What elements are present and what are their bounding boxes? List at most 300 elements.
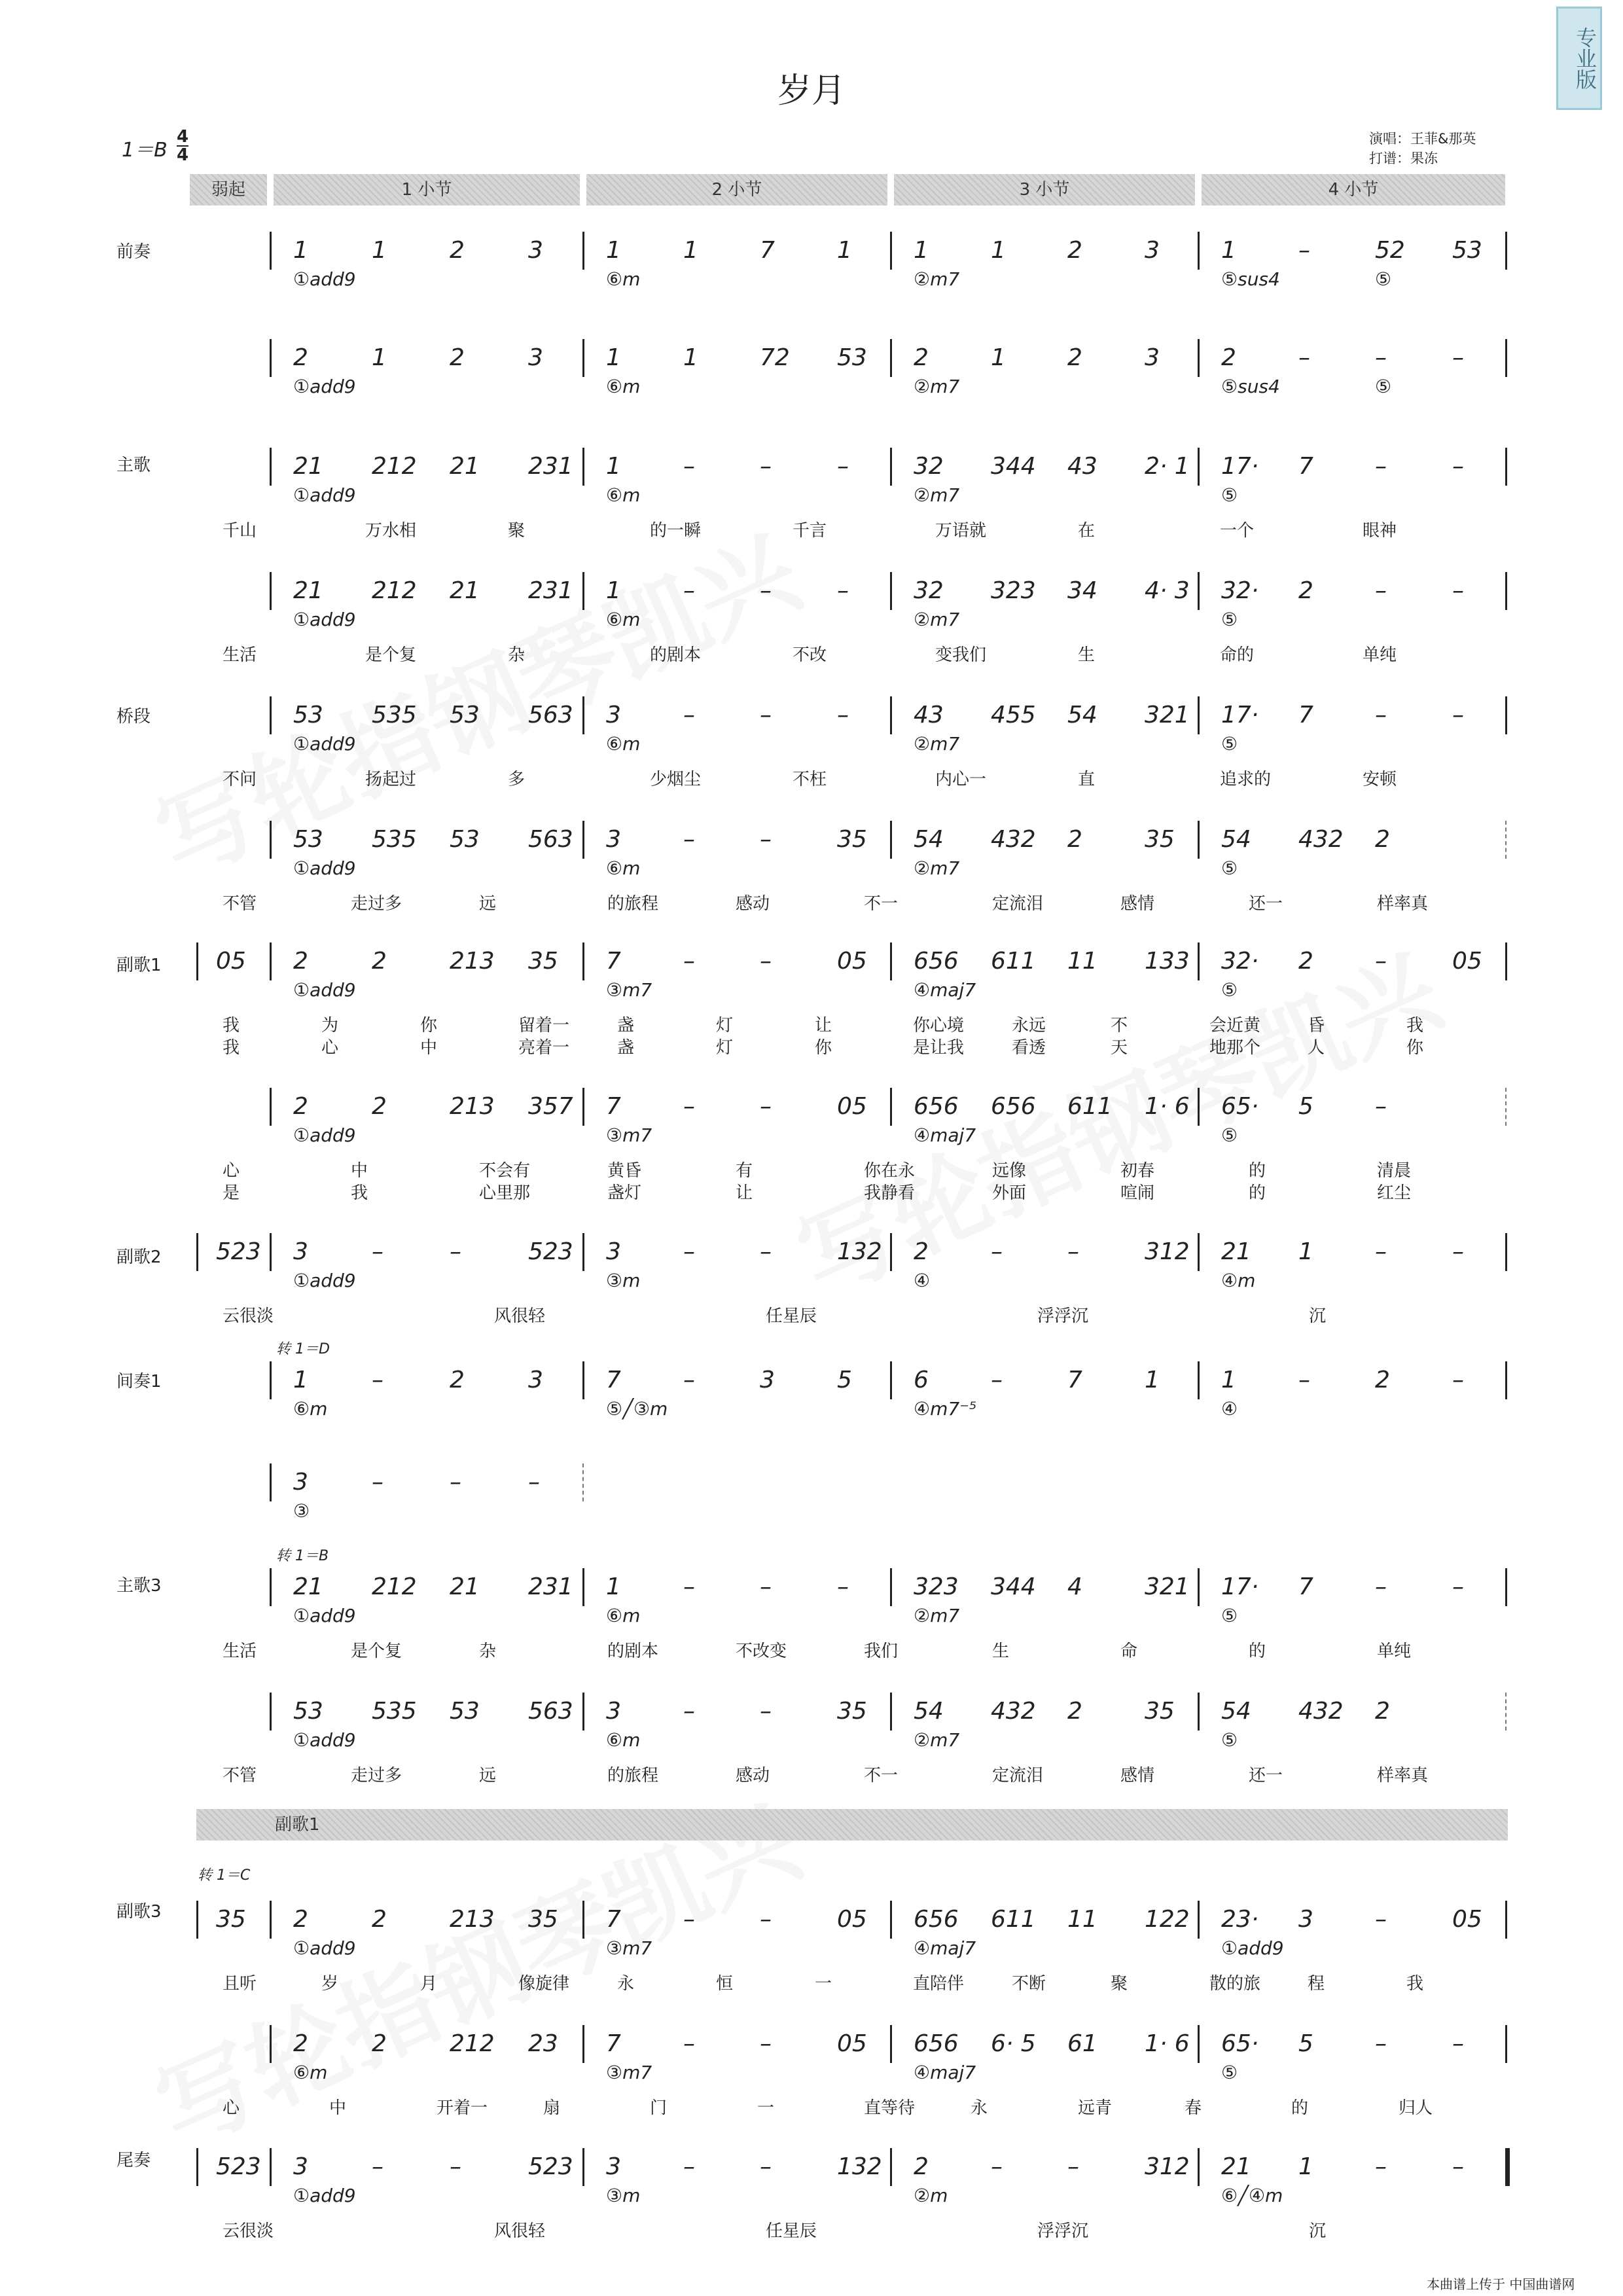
modulation-c: 转 1＝C: [198, 1867, 251, 1884]
lyric: 的剧本: [607, 1641, 659, 1661]
note: 53: [450, 1698, 480, 1725]
lyric: 远: [479, 894, 497, 914]
lyric: 单纯: [1377, 1641, 1412, 1661]
barline: [582, 1463, 584, 1501]
note: 213: [450, 1093, 495, 1120]
note: 323: [991, 577, 1036, 604]
barline: [1198, 1568, 1200, 1606]
score-system: [0, 821, 1623, 914]
lyric: 样率真: [1377, 1766, 1429, 1785]
chord-label: ①add9: [293, 1270, 356, 1291]
lyric: 杂: [508, 645, 526, 665]
barline: [1505, 821, 1507, 859]
note: 132: [837, 1238, 882, 1265]
note: 132: [837, 2153, 882, 2180]
note: 53: [293, 702, 323, 728]
note: –: [683, 948, 695, 975]
barline: [1505, 2148, 1510, 2186]
section-chorus-2: 副歌2: [116, 1247, 162, 1267]
note: 535: [372, 702, 417, 728]
barline: [1198, 572, 1200, 610]
barline: [1505, 1088, 1507, 1126]
barline: [582, 448, 584, 486]
barline: [890, 2025, 892, 2063]
note: 7: [606, 948, 621, 975]
barline: [890, 1361, 892, 1399]
note: 52: [1375, 237, 1405, 264]
chord-label: ①add9: [293, 857, 356, 879]
lyric: 感动: [736, 1766, 770, 1785]
section-intro: 前奏: [116, 242, 151, 262]
barline: [1198, 696, 1200, 734]
note: 656: [914, 948, 959, 975]
chord-label: ⑤: [1221, 1605, 1238, 1626]
barline: [890, 1901, 892, 1939]
lyric: 感情: [1120, 894, 1155, 914]
lyric: 不会有: [479, 1161, 531, 1181]
chord-label: ⑥m: [606, 268, 641, 290]
note: 17·: [1221, 1573, 1259, 1600]
note: –: [1067, 2153, 1079, 2180]
note: –: [450, 1238, 461, 1265]
lyric: 不管: [223, 894, 257, 914]
note: 1: [1298, 2153, 1313, 2180]
lyric: 不一: [864, 1766, 899, 1785]
note: 11: [1067, 948, 1097, 975]
chord-label: ①add9: [293, 268, 356, 290]
note: –: [1452, 2153, 1464, 2180]
chord-label: ②m7: [914, 268, 960, 290]
barline: [582, 1693, 584, 1731]
note: –: [1452, 577, 1464, 604]
lyric: 一: [815, 1974, 832, 1994]
meter-top: 4: [177, 127, 189, 147]
barline: [270, 339, 272, 377]
note: 357: [528, 1093, 573, 1120]
note: 2: [293, 1906, 308, 1933]
chord-label: ⑤: [1375, 268, 1392, 290]
note: –: [1375, 344, 1387, 371]
note: 21: [450, 577, 480, 604]
score-system: [0, 232, 1623, 290]
chord-label: ①add9: [293, 1729, 356, 1751]
note: 6: [914, 1367, 929, 1393]
note: –: [372, 1238, 383, 1265]
note: –: [528, 1469, 540, 1496]
note: 53: [450, 826, 480, 853]
chord-label: ⑥m: [606, 1605, 641, 1626]
note: 2· 1: [1145, 453, 1190, 480]
lyric: 生活: [223, 1641, 257, 1661]
note: 32·: [1221, 948, 1259, 975]
note: 35: [1145, 1698, 1175, 1725]
lyric: 杂: [479, 1641, 497, 1661]
lyric: 不断: [1012, 1974, 1046, 1994]
barline: [1505, 339, 1507, 377]
note: 3: [1298, 1906, 1313, 1933]
lyric: 风很轻: [494, 1306, 546, 1326]
barline: [270, 1693, 272, 1731]
note: 21: [450, 1573, 480, 1600]
barline: [890, 821, 892, 859]
lyric: 聚: [508, 521, 526, 541]
barline: [890, 572, 892, 610]
lyric: 清晨: [1377, 1161, 1412, 1181]
barline: [1505, 1361, 1507, 1399]
score-system: [0, 1463, 1623, 1522]
note: –: [760, 2030, 772, 2057]
lyric: 留着一: [518, 1016, 570, 1035]
score-system: [0, 2025, 1623, 2118]
lyric: 灯: [716, 1038, 734, 1058]
lyric: 命的: [1220, 645, 1255, 665]
barline: [582, 2148, 584, 2186]
note: –: [760, 2153, 772, 2180]
score-system: [0, 448, 1623, 541]
note: 2: [914, 2153, 929, 2180]
barline: [270, 1233, 272, 1271]
score-system: [0, 2148, 1623, 2241]
chord-label: ①add9: [293, 2185, 356, 2206]
section-chorus-3: 副歌3: [116, 1902, 162, 1922]
barline: [1505, 942, 1507, 980]
note: 3: [1145, 237, 1160, 264]
note: –: [683, 1906, 695, 1933]
note: 3: [293, 1238, 308, 1265]
note: 1: [991, 344, 1006, 371]
note: 344: [991, 1573, 1036, 1600]
note: 35: [837, 826, 867, 853]
lyric: 多: [508, 770, 526, 789]
note: 21: [293, 577, 323, 604]
note: 05: [837, 1906, 867, 1933]
barline: [270, 1901, 272, 1939]
barline: [196, 942, 198, 980]
note: 05: [1452, 948, 1482, 975]
note: 35: [1145, 826, 1175, 853]
note: 3: [606, 1698, 621, 1725]
note: 3: [606, 2153, 621, 2180]
lyric: 安顿: [1363, 770, 1397, 789]
note: 7: [1298, 453, 1313, 480]
note: –: [1375, 1238, 1387, 1265]
note: 2: [1375, 1367, 1390, 1393]
lyric: 灯: [716, 1016, 734, 1035]
barline: [270, 232, 272, 270]
chord-label: ③m: [606, 1270, 641, 1291]
lyric: 的一瞬: [650, 521, 702, 541]
barline: [890, 1693, 892, 1731]
chord-label: ③m7: [606, 1937, 652, 1959]
lyric: 恒: [716, 1974, 734, 1994]
note: 1: [991, 237, 1006, 264]
lyric: 浮浮沉: [1037, 2221, 1089, 2241]
chord-label: ⑥m: [606, 609, 641, 630]
lyric: 聚: [1111, 1974, 1128, 1994]
note: 321: [1145, 1573, 1190, 1600]
chord-label: ①add9: [293, 1937, 356, 1959]
chord-label: ②m7: [914, 733, 960, 755]
note: 2: [1067, 826, 1082, 853]
chord-label: ⑥m: [606, 376, 641, 397]
note: 35: [216, 1906, 246, 1933]
chord-label: ④maj7: [914, 1937, 976, 1959]
note: –: [837, 702, 849, 728]
note: –: [760, 453, 772, 480]
chord-label: ⑥m: [293, 1398, 328, 1420]
note: 213: [450, 948, 495, 975]
note: 7: [606, 1367, 621, 1393]
barline: [270, 1361, 272, 1399]
ruler-measure-2: 2 小节: [586, 174, 887, 206]
lyric: 直陪伴: [913, 1974, 965, 1994]
note: 7: [1298, 702, 1313, 728]
note: –: [1298, 344, 1310, 371]
lyric: 的剧本: [650, 645, 702, 665]
note: –: [1375, 1573, 1387, 1600]
barline: [196, 2148, 198, 2186]
note: 3: [293, 1469, 308, 1496]
note: 432: [1298, 826, 1344, 853]
note: 1· 6: [1145, 1093, 1190, 1120]
note: 1: [606, 453, 621, 480]
note: –: [1375, 702, 1387, 728]
note: 32·: [1221, 577, 1259, 604]
barline: [1505, 1901, 1507, 1939]
note: 1: [372, 237, 387, 264]
score-system: [0, 942, 1623, 1058]
note: 2: [1067, 1698, 1082, 1725]
lyric: 初春: [1120, 1161, 1155, 1181]
note: 7: [606, 1906, 621, 1933]
lyric: 远像: [992, 1161, 1027, 1181]
note: 563: [528, 1698, 573, 1725]
lyric: 让: [736, 1183, 753, 1203]
note: –: [760, 577, 772, 604]
note: –: [450, 1469, 461, 1496]
note: 3: [528, 237, 543, 264]
barline: [270, 1463, 272, 1501]
lyric: 不管: [223, 1766, 257, 1785]
note: 611: [991, 1906, 1036, 1933]
note: 2: [1067, 344, 1082, 371]
lyric: 你: [1406, 1038, 1424, 1058]
note: –: [1452, 453, 1464, 480]
barline: [270, 821, 272, 859]
note: 34: [1067, 577, 1097, 604]
score-system: [0, 1233, 1623, 1326]
lyric: 风很轻: [494, 2221, 546, 2241]
note: 21: [293, 1573, 323, 1600]
lyric: 是个复: [351, 1641, 402, 1661]
note: 2: [914, 344, 929, 371]
chord-label: ①add9: [293, 979, 356, 1001]
note: 23·: [1221, 1906, 1259, 1933]
chorus-repeat-banner: 副歌1: [196, 1809, 1508, 1840]
note: 1: [683, 237, 698, 264]
lyric: 有: [736, 1161, 753, 1181]
note: 11: [1067, 1906, 1097, 1933]
note: 2: [914, 1238, 929, 1265]
chord-label: ③m7: [606, 2062, 652, 2083]
singer-credit: 演唱：王菲&那英: [1369, 131, 1476, 147]
barline: [890, 339, 892, 377]
lyric: 像旋律: [518, 1974, 570, 1994]
lyric: 走过多: [351, 1766, 402, 1785]
chord-label: ⑤: [1221, 2062, 1238, 2083]
note: –: [1298, 1367, 1310, 1393]
chord-label: ①add9: [293, 1124, 356, 1146]
lyric: 生: [992, 1641, 1010, 1661]
meter-bottom: 4: [177, 145, 189, 165]
lyric: 散的旅: [1209, 1974, 1261, 1994]
lyric: 不问: [223, 770, 257, 789]
note: 32: [914, 453, 944, 480]
lyric: 不枉: [793, 770, 827, 789]
note: 1: [1221, 237, 1236, 264]
barline: [890, 2148, 892, 2186]
note: 7: [1298, 1573, 1313, 1600]
note: 53: [1452, 237, 1482, 264]
barline: [582, 1233, 584, 1271]
note: 21: [1221, 2153, 1251, 2180]
barline: [1198, 2025, 1200, 2063]
score-system: [0, 1361, 1623, 1420]
lyric: 远: [479, 1766, 497, 1785]
barline: [1505, 448, 1507, 486]
note: 1· 6: [1145, 2030, 1190, 2057]
barline: [582, 572, 584, 610]
note: 23: [528, 2030, 558, 2057]
note: –: [760, 948, 772, 975]
modulation-b: 转 1＝B: [276, 1548, 329, 1564]
footer-note: 本曲谱上传于 中国曲谱网: [1427, 2276, 1575, 2292]
note: 3: [606, 702, 621, 728]
lyric: 永远: [1012, 1016, 1046, 1035]
lyric: 万语就: [935, 521, 987, 541]
barline: [582, 1088, 584, 1126]
section-verse: 主歌: [116, 456, 151, 475]
note: –: [683, 577, 695, 604]
barline: [582, 1361, 584, 1399]
lyric: 生活: [223, 645, 257, 665]
note: 2: [372, 1093, 387, 1120]
note: 563: [528, 702, 573, 728]
note: 1: [606, 344, 621, 371]
chord-label: ②m: [914, 2185, 948, 2206]
note: 32: [914, 577, 944, 604]
note: 72: [760, 344, 790, 371]
chord-label: ②m7: [914, 1729, 960, 1751]
note: 2: [1375, 826, 1390, 853]
note: 323: [914, 1573, 959, 1600]
lyric: 会近黄: [1209, 1016, 1261, 1035]
note: –: [760, 1093, 772, 1120]
chord-label: ⑥╱④m: [1221, 2185, 1283, 2206]
note: –: [837, 577, 849, 604]
barline: [1505, 572, 1507, 610]
score-system: [0, 1901, 1623, 1994]
chord-label: ②m7: [914, 857, 960, 879]
note: 133: [1145, 948, 1190, 975]
note: –: [683, 453, 695, 480]
barline: [582, 821, 584, 859]
lyric: 远青: [1078, 2098, 1113, 2118]
note: 54: [1221, 1698, 1251, 1725]
lyric: 我: [1406, 1016, 1424, 1035]
lyric: 一: [757, 2098, 775, 2118]
chord-label: ⑤: [1221, 1124, 1238, 1146]
section-bridge: 桥段: [116, 707, 151, 726]
note: 2: [293, 2030, 308, 2057]
barline: [582, 339, 584, 377]
section-interlude: 间奏1: [116, 1372, 162, 1391]
score-system: [0, 696, 1623, 789]
note: –: [372, 1367, 383, 1393]
note: 2: [450, 237, 465, 264]
lyric: 感情: [1120, 1766, 1155, 1785]
note: 231: [528, 577, 573, 604]
note: –: [991, 2153, 1003, 2180]
lyric: 内心一: [935, 770, 987, 789]
note: 312: [1145, 2153, 1190, 2180]
note: –: [683, 702, 695, 728]
barline: [270, 1568, 272, 1606]
lyric: 是让我: [913, 1038, 965, 1058]
barline: [270, 696, 272, 734]
lyric: 直: [1078, 770, 1096, 789]
note: 1: [606, 577, 621, 604]
lyric: 云很淡: [223, 2221, 274, 2241]
barline: [270, 942, 272, 980]
lyric: 昏: [1308, 1016, 1325, 1035]
chord-label: ②m7: [914, 376, 960, 397]
lyric: 天: [1111, 1038, 1128, 1058]
chord-label: ④maj7: [914, 979, 976, 1001]
edition-stamp: 专业版: [1556, 7, 1602, 110]
chord-label: ③m: [606, 2185, 641, 2206]
barline: [196, 1233, 198, 1271]
lyric: 中: [351, 1161, 368, 1181]
note: –: [760, 1238, 772, 1265]
note: –: [760, 826, 772, 853]
note: 54: [1221, 826, 1251, 853]
lyric: 还一: [1249, 894, 1283, 914]
note: 53: [450, 702, 480, 728]
note: 21: [1221, 1238, 1251, 1265]
lyric: 外面: [992, 1183, 1027, 1203]
note: 43: [914, 702, 944, 728]
lyric: 不改变: [736, 1641, 787, 1661]
lyric: 你在永: [864, 1161, 916, 1181]
barline: [890, 448, 892, 486]
note: 5: [1298, 1093, 1313, 1120]
lyric: 中: [329, 2098, 347, 2118]
lyric: 沉: [1309, 2221, 1327, 2241]
note: –: [1375, 1906, 1387, 1933]
note: –: [1452, 2030, 1464, 2057]
chord-label: ⑥m: [293, 2062, 328, 2083]
note: 563: [528, 826, 573, 853]
chord-label: ⑥m: [606, 484, 641, 506]
chord-label: ⑤: [1221, 733, 1238, 755]
chord-label: ⑤: [1221, 1729, 1238, 1751]
lyric: 春: [1185, 2098, 1202, 2118]
lyric: 永: [971, 2098, 988, 2118]
note: –: [1375, 948, 1387, 975]
barline: [1198, 1233, 1200, 1271]
chord-label: ②m7: [914, 609, 960, 630]
